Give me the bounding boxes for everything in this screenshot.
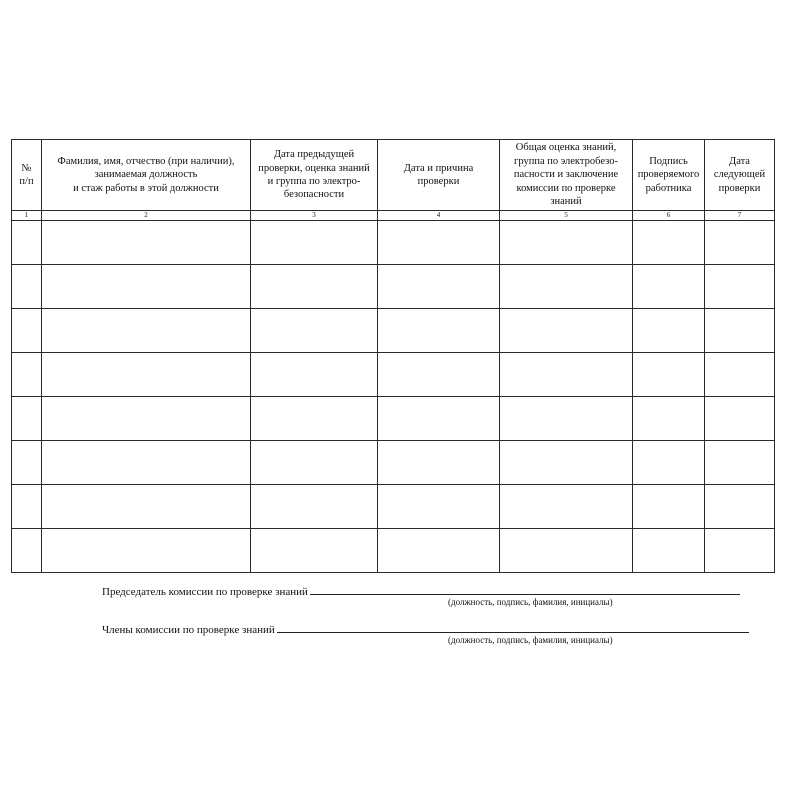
header-cell-name <box>42 140 251 211</box>
table-cell[interactable] <box>500 397 633 441</box>
members-hint: (должность, подпись, фамилия, инициалы) <box>448 635 613 645</box>
table-cell[interactable] <box>12 529 42 573</box>
table-cell[interactable] <box>251 397 378 441</box>
table-cell[interactable] <box>251 485 378 529</box>
table-cell[interactable] <box>705 353 775 397</box>
table-cell[interactable] <box>633 529 705 573</box>
table-cell[interactable] <box>251 309 378 353</box>
table-cell[interactable] <box>705 485 775 529</box>
table-cell[interactable] <box>42 353 251 397</box>
header-cell-signature <box>633 140 705 211</box>
table-row <box>12 397 775 441</box>
table-cell[interactable] <box>378 353 500 397</box>
header-text: Общая оценка знаний, группа по электробезо- пасности и заключение комиссии по проверке знаний <box>513 142 619 208</box>
table-row <box>12 353 775 397</box>
table-cell[interactable] <box>12 397 42 441</box>
table-cell[interactable] <box>378 309 500 353</box>
table-cell[interactable] <box>705 441 775 485</box>
table-cell[interactable] <box>633 221 705 265</box>
column-number-row <box>12 211 775 221</box>
header-cell-previous-check <box>251 140 378 211</box>
table-cell[interactable] <box>378 397 500 441</box>
table-cell[interactable] <box>251 353 378 397</box>
table-cell[interactable] <box>378 529 500 573</box>
table-cell[interactable] <box>12 309 42 353</box>
table-cell[interactable] <box>705 221 775 265</box>
table-cell[interactable] <box>42 265 251 309</box>
header-text: Дата и причина проверки <box>403 162 474 187</box>
header-cell-date-reason <box>378 140 500 211</box>
table-cell[interactable] <box>500 485 633 529</box>
table-cell[interactable] <box>500 353 633 397</box>
table-cell[interactable] <box>12 485 42 529</box>
column-number: 6 <box>633 211 705 221</box>
table-row <box>12 309 775 353</box>
table-row <box>12 485 775 529</box>
table-row <box>12 221 775 265</box>
column-number: 2 <box>42 211 251 221</box>
members-signature-line <box>102 622 749 636</box>
table-cell[interactable] <box>705 529 775 573</box>
table-cell[interactable] <box>500 441 633 485</box>
chairman-hint: (должность, подпись, фамилия, инициалы) <box>448 597 613 607</box>
header-cell-overall-assessment <box>500 140 633 211</box>
table-cell[interactable] <box>251 441 378 485</box>
table-row <box>12 441 775 485</box>
chairman-signature-line <box>102 584 740 598</box>
table-cell[interactable] <box>42 529 251 573</box>
table-cell[interactable] <box>378 485 500 529</box>
table-cell[interactable] <box>378 441 500 485</box>
table-cell[interactable] <box>42 397 251 441</box>
table-cell[interactable] <box>705 309 775 353</box>
column-number: 1 <box>12 211 42 221</box>
table-cell[interactable] <box>12 441 42 485</box>
members-label: Члены комиссии по проверке знаний <box>102 624 275 636</box>
header-cell-number <box>12 140 42 211</box>
members-blank-line[interactable] <box>277 622 749 633</box>
chairman-label: Председатель комиссии по проверке знаний <box>102 586 308 598</box>
header-row <box>12 140 775 211</box>
table-cell[interactable] <box>500 309 633 353</box>
table-cell[interactable] <box>378 265 500 309</box>
table-cell[interactable] <box>251 265 378 309</box>
column-number: 5 <box>500 211 633 221</box>
column-number: 3 <box>251 211 378 221</box>
header-text: № п/п <box>19 162 34 187</box>
table-cell[interactable] <box>42 221 251 265</box>
table-cell[interactable] <box>42 485 251 529</box>
table-cell[interactable] <box>500 265 633 309</box>
table-row <box>12 529 775 573</box>
header-cell-next-check <box>705 140 775 211</box>
table-cell[interactable] <box>633 265 705 309</box>
header-text: Дата следующей проверки <box>713 155 766 194</box>
header-text: Подпись проверяемого работника <box>637 155 700 194</box>
table-cell[interactable] <box>12 353 42 397</box>
column-number: 4 <box>378 211 500 221</box>
header-text: Фамилия, имя, отчество (при наличии), занимаемая должность и стаж работы в этой должности <box>57 155 235 194</box>
table-cell[interactable] <box>378 221 500 265</box>
table-cell[interactable] <box>633 309 705 353</box>
knowledge-check-journal-table <box>11 139 775 573</box>
table-cell[interactable] <box>42 309 251 353</box>
table-cell[interactable] <box>251 529 378 573</box>
table-cell[interactable] <box>42 441 251 485</box>
table-cell[interactable] <box>633 441 705 485</box>
chairman-blank-line[interactable] <box>310 584 740 595</box>
table-cell[interactable] <box>705 397 775 441</box>
table-cell[interactable] <box>500 221 633 265</box>
table-cell[interactable] <box>12 221 42 265</box>
table-cell[interactable] <box>12 265 42 309</box>
table-cell[interactable] <box>705 265 775 309</box>
table-cell[interactable] <box>633 397 705 441</box>
header-text: Дата предыдущей проверки, оценка знаний и группа по электро- безопасности <box>258 149 370 201</box>
table-cell[interactable] <box>500 529 633 573</box>
table-cell[interactable] <box>251 221 378 265</box>
table-row <box>12 265 775 309</box>
column-number: 7 <box>705 211 775 221</box>
table-cell[interactable] <box>633 485 705 529</box>
table-cell[interactable] <box>633 353 705 397</box>
